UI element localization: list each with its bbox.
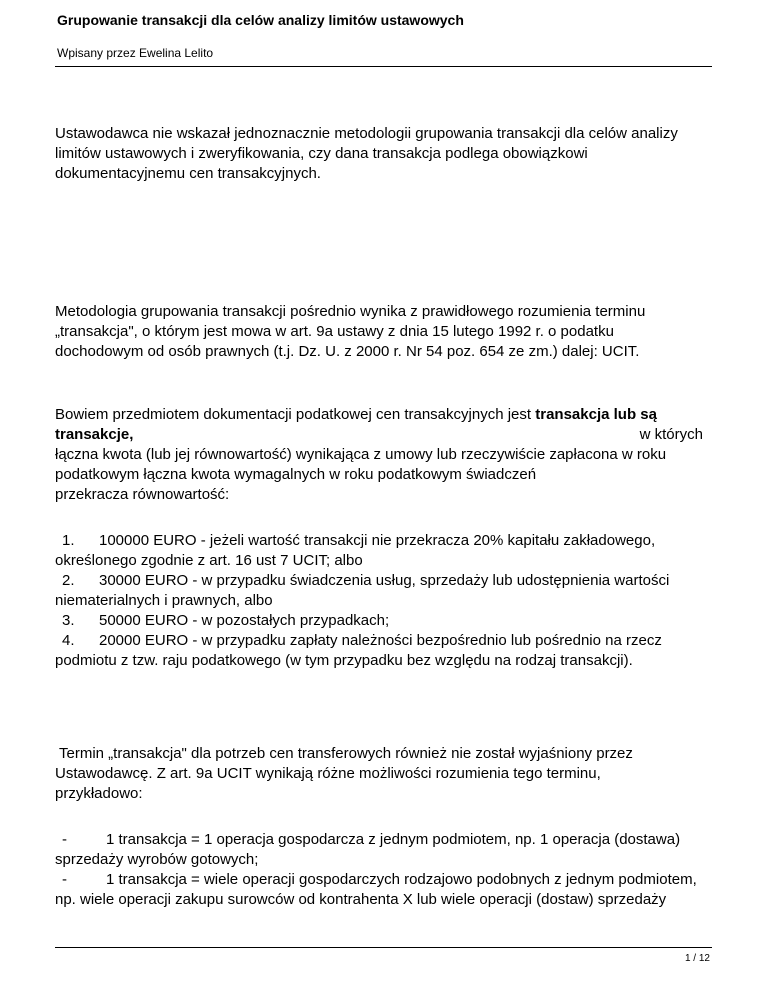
text-line [55,631,715,651]
text-plain: Bowiem przedmiotem dokumentacji podatkowej cen transakcyjnych jest [55,406,536,423]
text-line: „transakcja", o którym jest mowa w art. 9a ustawy z dnia 15 lutego 1992 r. o podatku [55,323,614,340]
list-item [55,870,715,910]
text-plain: 100000 EURO - jeżeli wartość transakcji nie przekracza 20% kapitału zakładowego, [99,532,656,549]
text-line: Termin „transakcja" dla potrzeb cen transferowych również nie został wyjaśniony przez [59,745,633,762]
list-item [55,531,715,571]
text-line [55,531,715,551]
text-line: podatkowym łączna kwota wymagalnych w roku podatkowym świadczeń [55,466,537,483]
paragraph-intro [55,124,715,184]
text-line: niematerialnych i prawnych, albo [55,592,273,609]
text-line: Metodologia grupowania transakcji pośrednio wynika z prawidłowego rozumienia terminu [55,303,646,320]
page-number: 1 / 12 [684,953,710,964]
paragraph-subject [55,405,715,505]
list-item [55,611,715,631]
list-dash: - [62,871,67,888]
text-line: np. wiele operacji zakupu surowców od kontrahenta X lub wiele operacji (dostaw) sprzedaży [55,891,667,908]
text-line: dochodowym od osób prawnych (t.j. Dz. U. z 2000 r. Nr 54 poz. 654 ze zm.) dalej: UCIT. [55,343,640,360]
text-plain: 30000 EURO - w przypadku świadczenia usług, sprzedaży lub udostępnienia wartości [99,572,670,589]
list-number: 4. [62,632,75,649]
text-line: sprzedaży wyrobów gotowych; [55,851,259,868]
text-line [55,425,703,445]
examples-list [55,830,715,910]
text-line [55,611,715,631]
text-plain: 20000 EURO - w przypadku zapłaty należności bezpośrednio lub pośrednio na rzecz [99,632,662,649]
list-number: 3. [62,612,75,629]
text-plain: w których [639,426,703,443]
limits-list [55,531,715,671]
text-bold: transakcje, [55,426,134,443]
text-line [55,870,715,890]
text-plain: 1 transakcja = wiele operacji gospodarczych rodzajowo podobnych z jednym podmiotem, [106,871,697,888]
text-line: podmiotu z tzw. raju podatkowego (w tym przypadku bez względu na rodzaj transakcji). [55,652,633,669]
list-number: 1. [62,532,75,549]
footer-divider [55,947,712,948]
text-line: przekracza równowartość: [55,486,230,503]
paragraph-methodology [55,302,715,362]
text-line: limitów ustawowych i zweryfikowania, czy dana transakcja podlega obowiązkowi [55,145,588,162]
text-plain: 1 transakcja = 1 operacja gospodarcza z jednym podmiotem, np. 1 operacja (dostawa) [106,831,681,848]
text-plain: 50000 EURO - w pozostałych przypadkach; [99,612,390,629]
text-line [55,830,715,850]
text-line [55,405,715,425]
document-title: Grupowanie transakcji dla celów analizy limitów ustawowych [57,12,464,28]
text-line [55,571,715,591]
text-bold: transakcja lub są [535,406,657,423]
text-line: dokumentacyjnemu cen transakcyjnych. [55,165,321,182]
text-line: przykładowo: [55,785,143,802]
list-number: 2. [62,572,75,589]
list-item [55,830,715,870]
paragraph-term [55,744,715,804]
header-divider [55,66,712,67]
list-item [55,631,715,671]
document-author: Wpisany przez Ewelina Lelito [57,46,214,60]
list-item [55,571,715,611]
text-line: łączna kwota (lub jej równowartość) wynikająca z umowy lub rzeczywiście zapłacona w roku [55,446,667,463]
text-line: Ustawodawcę. Z art. 9a UCIT wynikają różne możliwości rozumienia tego terminu, [55,765,601,782]
list-dash: - [62,831,67,848]
text-line: określonego zgodnie z art. 16 ust 7 UCIT; albo [55,552,363,569]
text-line: Ustawodawca nie wskazał jednoznacznie metodologii grupowania transakcji dla celów analizy [55,125,678,142]
